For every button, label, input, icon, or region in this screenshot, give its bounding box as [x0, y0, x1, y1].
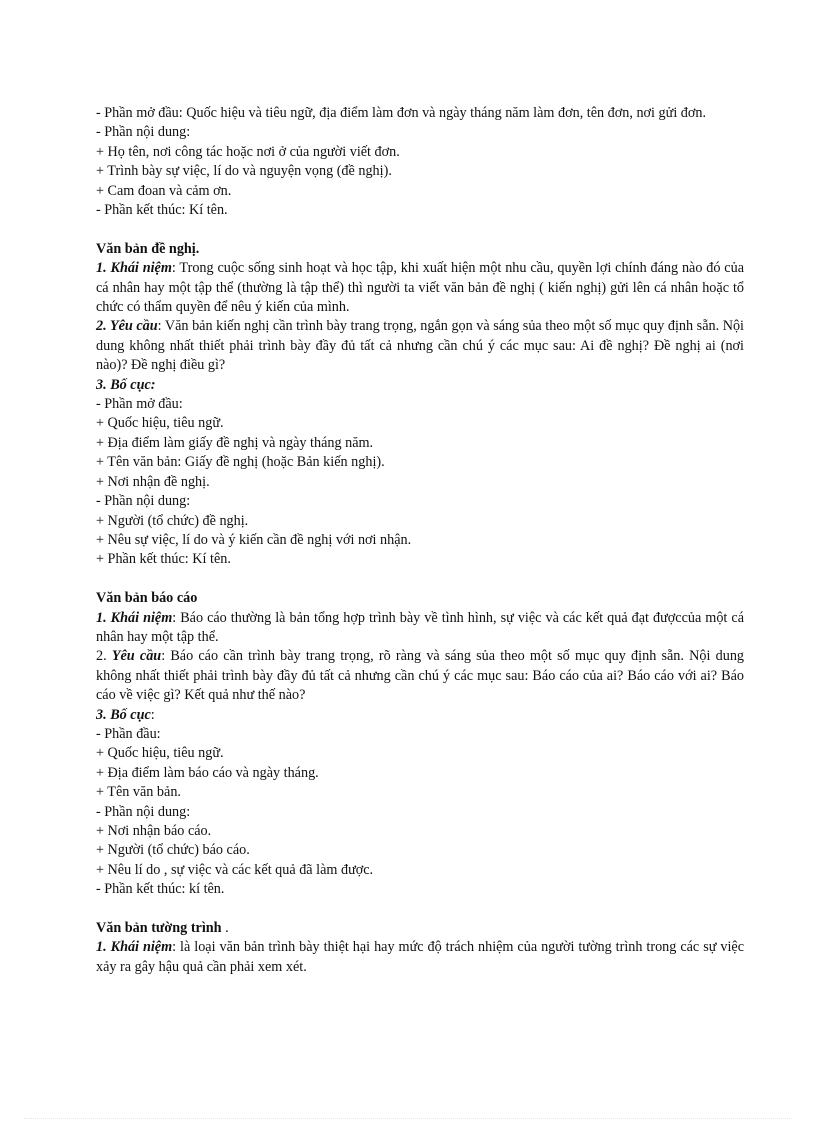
bao-cao-line: + Địa điểm làm báo cáo và ngày tháng.	[96, 764, 319, 781]
spacer	[96, 220, 744, 239]
de-nghi-line: + Người (tổ chức) đề nghị.	[96, 512, 249, 529]
bo-cuc-label: 3. Bố cục:	[96, 376, 156, 393]
de-nghi-line: + Nơi nhận đề nghị.	[96, 473, 210, 490]
intro-line: + Trình bày sự việc, lí do và nguyện vọng (đề nghị).	[96, 163, 392, 180]
bao-cao-line: + Người (tổ chức) báo cáo.	[96, 842, 250, 859]
bao-cao-line: - Phần kết thúc: kí tên.	[96, 881, 225, 898]
de-nghi-line: - Phần nội dung:	[96, 493, 191, 510]
yeu-cau-prefix: 2.	[96, 648, 112, 665]
de-nghi-khai-niem	[96, 259, 744, 317]
de-nghi-bo-cuc	[96, 376, 744, 395]
tuong-trinh-heading: Văn bản tường trình	[96, 920, 222, 937]
bo-cuc-label: 3. Bố cục	[96, 706, 151, 723]
section-heading-de-nghi: Văn bản đề nghị.	[96, 240, 200, 257]
bao-cao-line: + Quốc hiệu, tiêu ngữ.	[96, 745, 224, 762]
page-bottom-divider	[24, 1118, 792, 1119]
de-nghi-line: + Phần kết thúc: Kí tên.	[96, 551, 231, 568]
bao-cao-line: - Phần đầu:	[96, 725, 161, 742]
yeu-cau-label: Yêu cầu	[111, 648, 162, 665]
bao-cao-bo-cuc	[96, 706, 744, 725]
de-nghi-line: - Phần mở đầu:	[96, 396, 183, 413]
de-nghi-line: + Nêu sự việc, lí do và ý kiến cần đề nghị với nơi nhận.	[96, 531, 412, 548]
section-heading-tuong-trinh	[96, 919, 744, 938]
bao-cao-yeu-cau	[96, 647, 744, 705]
khai-niem-label: 1. Khái niệm	[96, 609, 173, 626]
bao-cao-line: + Nêu lí do , sự việc và các kết quả đã làm được.	[96, 861, 374, 878]
intro-line: + Cam đoan và cảm ơn.	[96, 182, 232, 199]
de-nghi-line: + Quốc hiệu, tiêu ngữ.	[96, 415, 224, 432]
bao-cao-line: + Nơi nhận báo cáo.	[96, 823, 212, 839]
khai-niem-text: : Trong cuộc sống sinh hoạt và học tập, khi xuất hiện một nhu cầu, quyền lợi chính đáng nào đó của cá nhân hay một tập thể (thường là tập thể) thì người ta viết văn bản đề nghị ( kiến nghị) gửi lên cá nhân hoặc tổ chức có thẩm quyền để nêu ý kiến của mình.	[96, 260, 744, 316]
document-page	[96, 104, 744, 977]
section-heading-bao-cao: Văn bản báo cáo	[96, 590, 198, 607]
khai-niem-text: : là loại văn bản trình bày thiệt hại hay mức độ trách nhiệm của người tường trình trong các sự việc xảy ra gây hậu quả cần phải xem xét.	[96, 939, 744, 975]
yeu-cau-label: 2. Yêu cầu	[96, 318, 158, 335]
intro-opening-paragraph: - Phần mở đầu: Quốc hiệu và tiêu ngữ, địa điểm làm đơn và ngày tháng năm làm đơn, tên đơn, nơi gửi đơn.	[96, 105, 707, 121]
de-nghi-yeu-cau	[96, 317, 744, 375]
bo-cuc-suffix: :	[150, 706, 155, 723]
bao-cao-line: + Tên văn bản.	[96, 784, 181, 801]
yeu-cau-text: : Báo cáo cần trình bày trang trọng, rõ ràng và sáng sủa theo một số mục quy định sẵn. Nội dung không nhất thiết phải trình bày đầy đủ tất cả nhưng cần chú ý các mục sau: Báo cáo của ai? Báo cáo với ai? Báo cáo về việc gì? Kết quả như thế nào?	[96, 648, 745, 704]
intro-line: - Phần nội dung:	[96, 124, 191, 141]
tuong-trinh-khai-niem	[96, 938, 744, 977]
bao-cao-line: - Phần nội dung:	[96, 803, 191, 820]
khai-niem-text: : Báo cáo thường là bản tổng hợp trình bày về tình hình, sự việc và các kết quả đạt đượccủa một cá nhân hay một tập thể.	[96, 609, 744, 645]
tuong-trinh-heading-suffix: .	[221, 920, 229, 937]
bao-cao-khai-niem	[96, 609, 744, 648]
de-nghi-line: + Địa điểm làm giấy đề nghị và ngày tháng năm.	[96, 434, 374, 451]
khai-niem-label: 1. Khái niệm	[96, 260, 172, 277]
intro-line: - Phần kết thúc: Kí tên.	[96, 202, 228, 219]
yeu-cau-text: : Văn bản kiến nghị cần trình bày trang trọng, ngắn gọn và sáng sủa theo một số mục quy định sẵn. Nội dung không nhất thiết phải trình bày đầy đủ tất cả nhưng cần chú ý các mục sau: Ai đề nghị? Đề nghị ai (nơi nào)? Đề nghị điều gì?	[96, 318, 744, 374]
spacer	[96, 900, 744, 919]
spacer	[96, 570, 744, 589]
khai-niem-label: 1. Khái niệm	[96, 939, 173, 956]
intro-line: + Họ tên, nơi công tác hoặc nơi ở của người viết đơn.	[96, 143, 400, 160]
de-nghi-line: + Tên văn bản: Giấy đề nghị (hoặc Bản kiến nghị).	[96, 454, 385, 471]
